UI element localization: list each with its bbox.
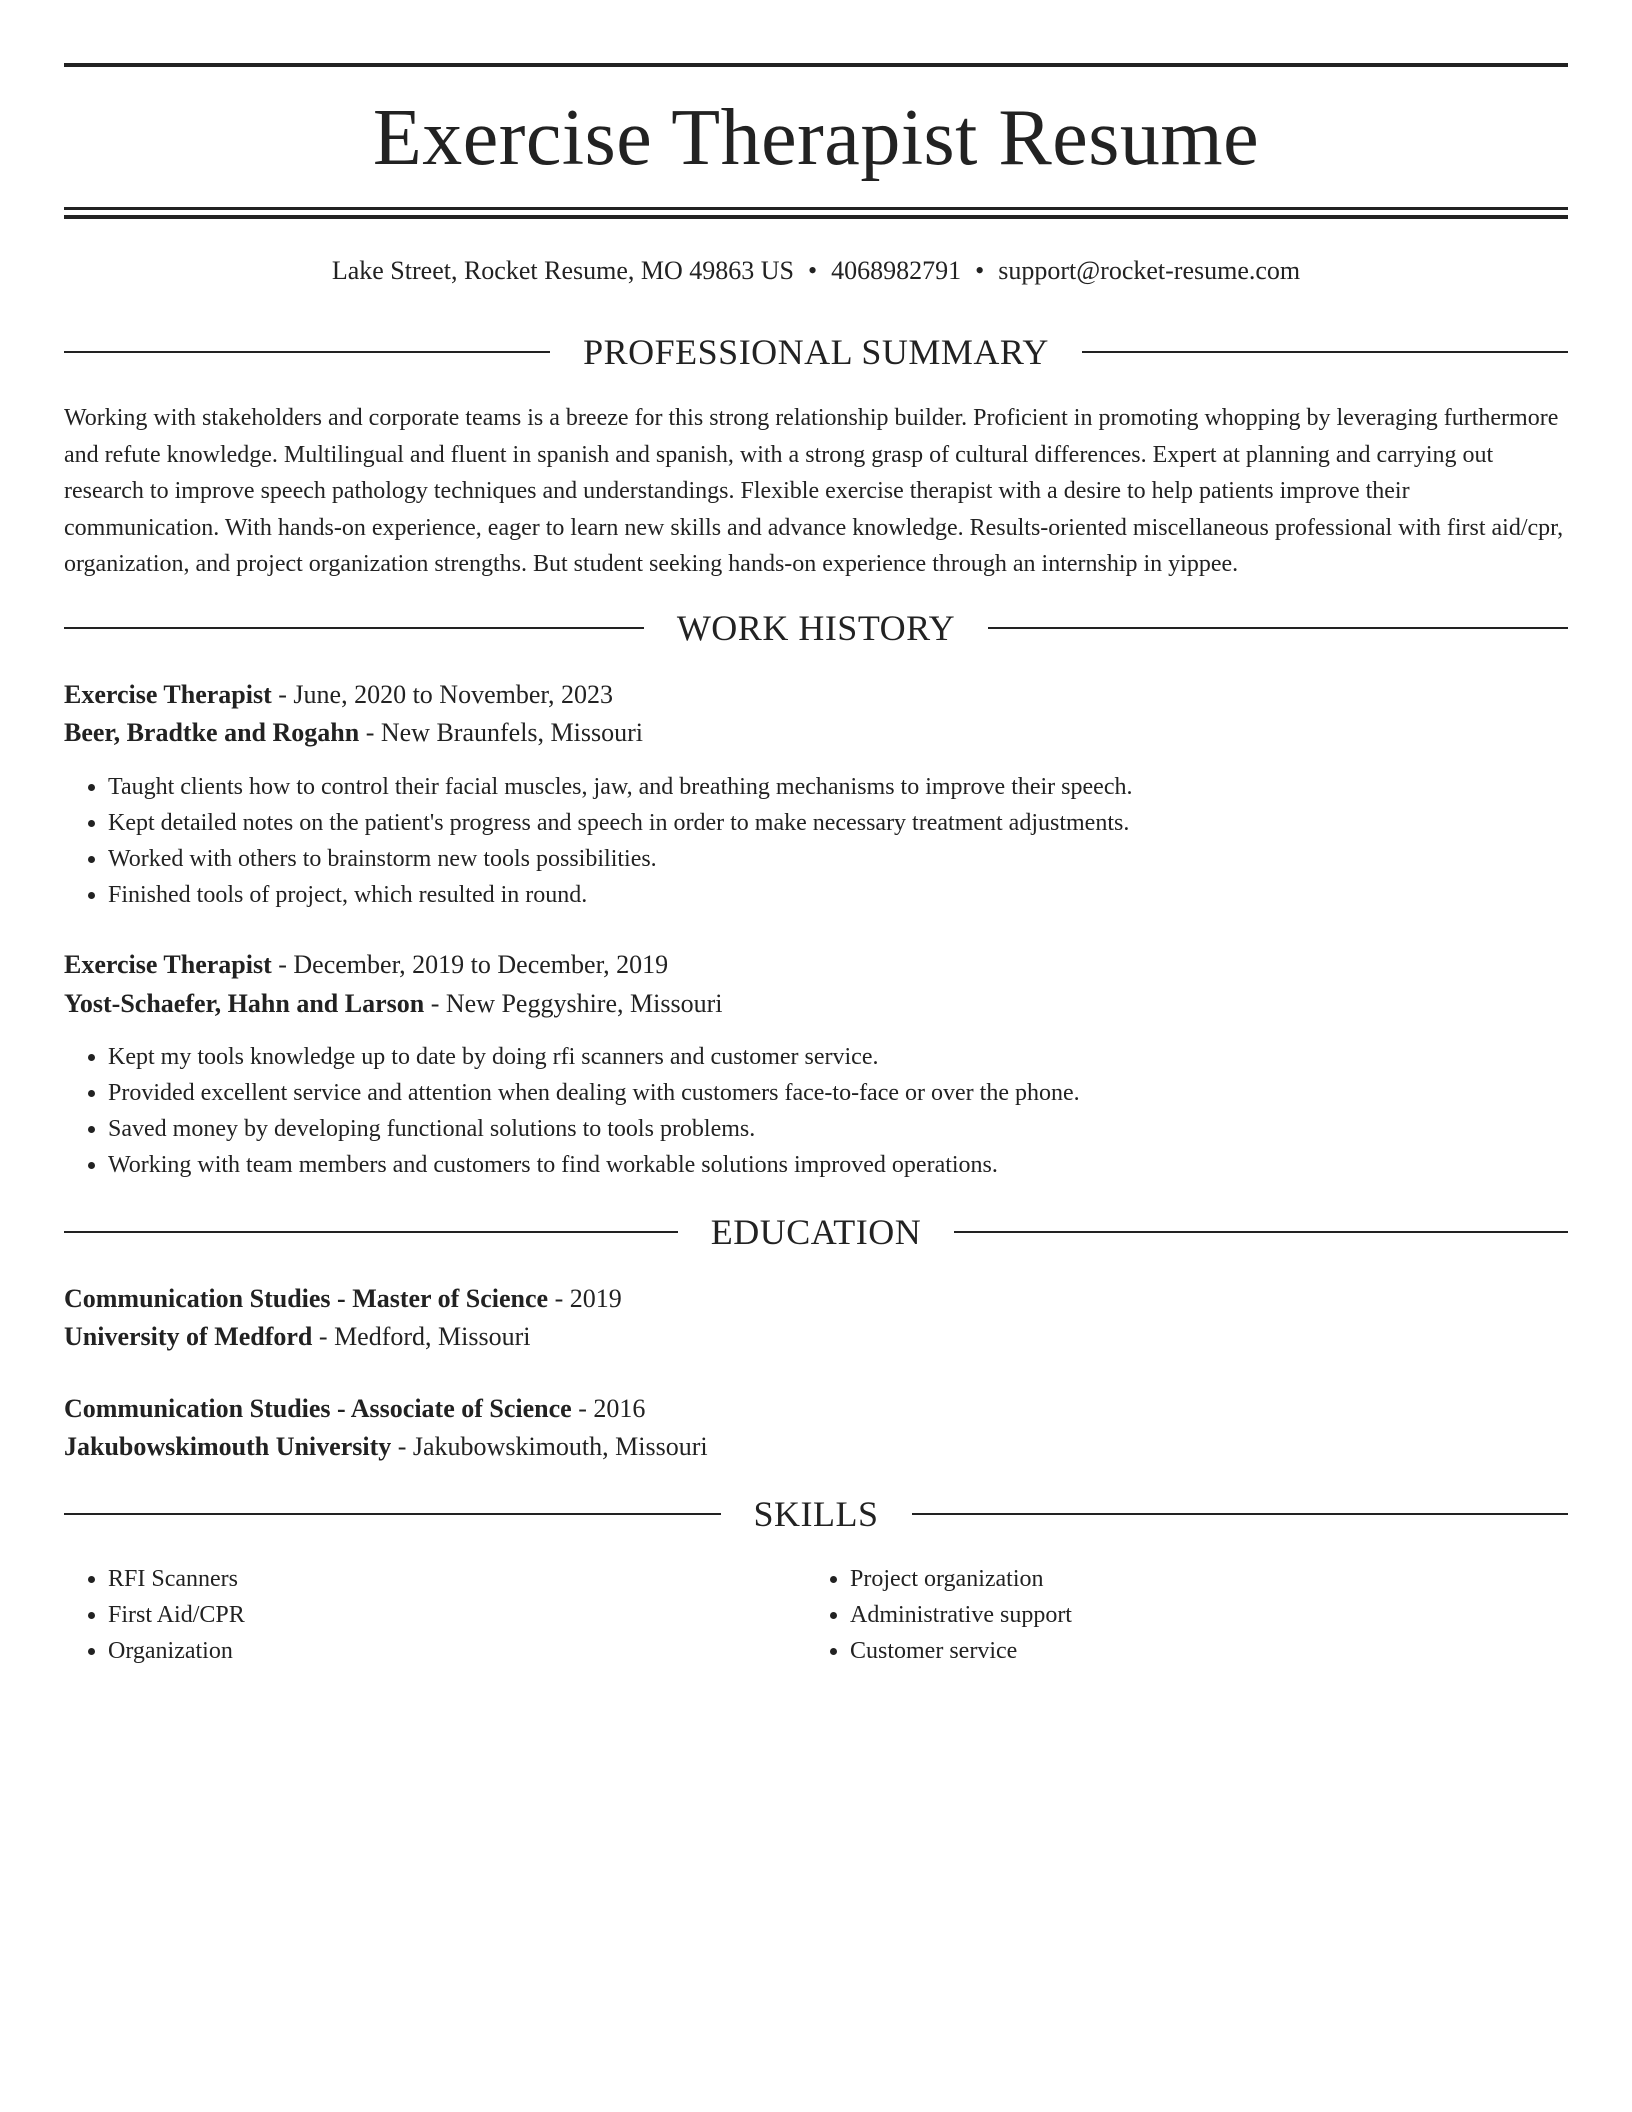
education-degree-line [64, 1280, 1568, 1318]
summary-text: Working with stakeholders and corporate teams is a breeze for this strong relationship builder. Proficient in promoting whopping by leveraging furthermore and refute knowledge. Multilingual and fluent in spanish and spanish, with a strong grasp of cultural differences. Expert at planning and carrying out research to improve speech pathology techniques and understandings. Flexible exercise therapist with a desire to help patients improve their communication. With hands-on experience, eager to learn new skills and advance knowledge. Results-oriented miscellaneous professional with first aid/cpr, organization, and project organization strengths. But student seeking hands-on experience through an internship in yippee. [64, 405, 1564, 577]
contact-line [64, 253, 1568, 289]
list-item: • Kept my tools knowledge up to date by doing rfi scanners and customer service. [108, 1039, 1568, 1075]
job-title: Exercise Therapist [64, 950, 272, 979]
skills-list-right [806, 1561, 1550, 1669]
education-degree: Communication Studies - Associate of Science [64, 1394, 572, 1423]
contact-address: Lake Street, Rocket Resume, MO 49863 US [331, 256, 794, 285]
section-title: PROFESSIONAL SUMMARY [583, 332, 1049, 372]
contact-email: support@rocket-resume.com [998, 256, 1301, 285]
skill-item: • Organization [108, 1633, 808, 1669]
list-item: • Kept detailed notes on the patient's progress and speech in order to make necessary treatment adjustments. [108, 805, 1568, 841]
section-title: WORK HISTORY [676, 608, 956, 648]
heading-rule [64, 627, 644, 629]
heading-rule [954, 1231, 1568, 1233]
job-bullets [64, 1039, 1568, 1183]
education-degree-line [64, 1390, 1568, 1428]
job-dates: - December, 2019 to December, 2019 [271, 950, 669, 979]
education-school: Jakubowskimouth University [64, 1432, 392, 1461]
education-location: - Medford, Missouri [312, 1322, 531, 1351]
job-dates: - June, 2020 to November, 2023 [271, 680, 613, 709]
heading-rule [64, 1513, 721, 1515]
section-heading-education [64, 1210, 1568, 1254]
job-title-line [64, 946, 1568, 984]
page-title: Exercise Therapist Resume [372, 94, 1260, 182]
section-title: EDUCATION [710, 1212, 922, 1252]
skill-item: • Project organization [850, 1561, 1550, 1597]
title-rule-lower [64, 215, 1568, 219]
job-company: Yost-Schaefer, Hahn and Larson [64, 989, 425, 1018]
education-school: University of Medford [64, 1322, 313, 1351]
contact-separator: • [808, 256, 818, 285]
list-item: • Taught clients how to control their facial muscles, jaw, and breathing mechanisms to improve their speech. [108, 769, 1568, 805]
list-item: • Provided excellent service and attention when dealing with customers face-to-face or over the phone. [108, 1075, 1568, 1111]
heading-rule [1082, 351, 1568, 353]
education-school-line [64, 1318, 1568, 1356]
list-item: • Finished tools of project, which resulted in round. [108, 877, 1568, 913]
list-item: • Working with team members and customers to find workable solutions improved operations. [108, 1147, 1568, 1183]
list-item: • Saved money by developing functional solutions to tools problems. [108, 1111, 1568, 1147]
skill-item: • Administrative support [850, 1597, 1550, 1633]
job-title-line [64, 676, 1568, 714]
education-year: - 2016 [571, 1394, 646, 1423]
section-heading-summary [64, 330, 1568, 374]
heading-rule [912, 1513, 1569, 1515]
skills-list-left [64, 1561, 808, 1669]
list-item: • Worked with others to brainstorm new tools possibilities. [108, 841, 1568, 877]
section-title: SKILLS [753, 1494, 879, 1534]
skill-item: • RFI Scanners [108, 1561, 808, 1597]
skill-item: • First Aid/CPR [108, 1597, 808, 1633]
heading-rule [64, 351, 550, 353]
job-title: Exercise Therapist [64, 680, 272, 709]
job-location: - New Peggyshire, Missouri [424, 989, 723, 1018]
title-rule-upper [64, 207, 1568, 210]
contact-separator: • [975, 256, 985, 285]
heading-rule [988, 627, 1568, 629]
education-year: - 2019 [548, 1284, 622, 1313]
section-heading-skills [64, 1492, 1568, 1536]
education-location: - Jakubowskimouth, Missouri [391, 1432, 708, 1461]
job-location: - New Braunfels, Missouri [359, 718, 643, 747]
top-rule [64, 63, 1568, 67]
job-company: Beer, Bradtke and Rogahn [64, 718, 360, 747]
skill-item: • Customer service [850, 1633, 1550, 1669]
contact-phone: 4068982791 [831, 256, 962, 285]
education-school-line [64, 1428, 1568, 1466]
job-company-line [64, 714, 1568, 752]
heading-rule [64, 1231, 678, 1233]
job-company-line [64, 985, 1568, 1023]
section-heading-work [64, 606, 1568, 650]
education-degree: Communication Studies - Master of Science [64, 1284, 549, 1313]
job-bullets [64, 769, 1568, 913]
